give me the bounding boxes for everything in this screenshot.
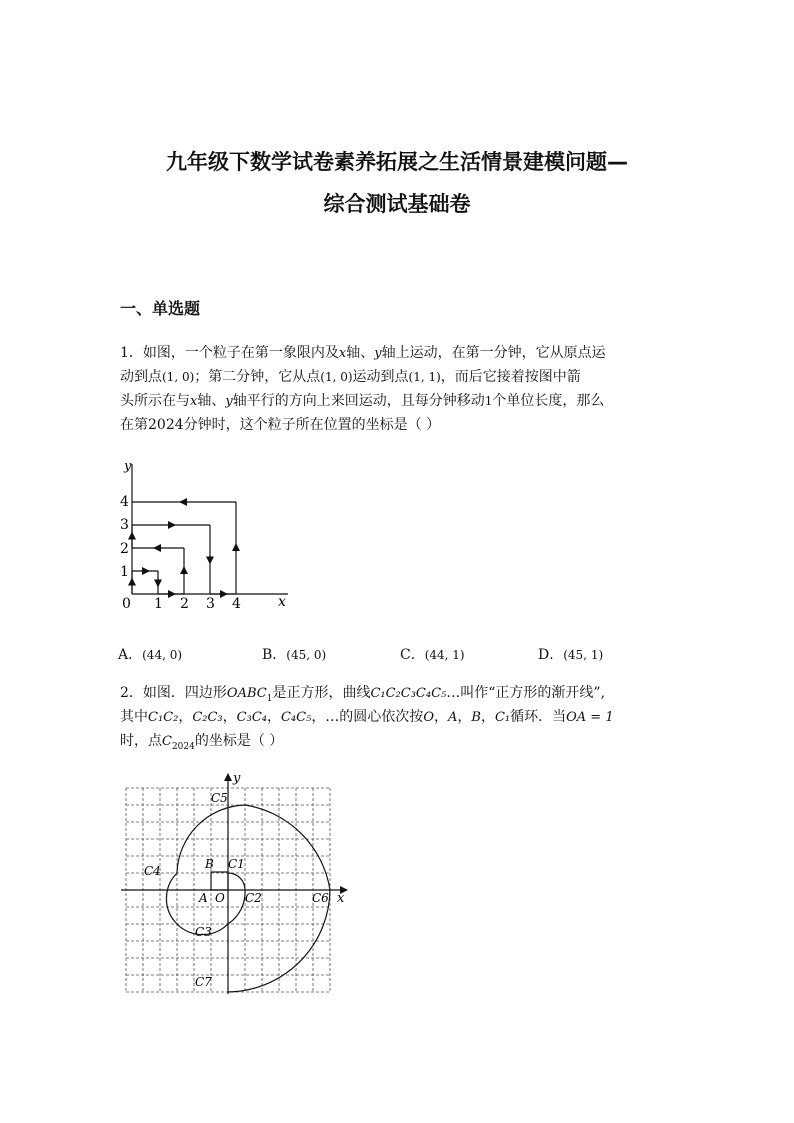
label-o: O [215,891,225,905]
fig2-ylabel: y [233,772,241,786]
involute-figure [115,772,355,1002]
q1-line1: 1．如图，一个粒子在第一象限内及x轴、y轴上运动，在第一分钟，它从原点运 [120,345,606,361]
section-heading: 一、单选题 [120,299,201,318]
fig1-ylabel: y [124,459,132,474]
label-c1: C1 [228,857,245,871]
fig1-ytick-1: 1 [120,564,129,580]
q1-option-a[interactable]: A．(44, 0) [118,647,183,663]
label-a: A [199,891,208,905]
label-c4: C4 [144,864,161,878]
fig2-xlabel: x [337,891,345,906]
q2-line2: 其中C₁C₂，C₂C₃，C₃C₄，C₄C₅，…的圆心依次按O，A，B，C₁循环．当OA = 1 [120,709,614,725]
label-c3: C3 [195,925,212,939]
q1-option-c[interactable]: C．(44, 1) [400,647,465,663]
q1-line2: 动到点(1, 0)；第二分钟，它从点(1, 0)运动到点(1, 1)，而后它接着按图中箭 [120,369,581,385]
fig1-xtick-4: 4 [232,596,241,612]
fig1-xtick-1: 1 [154,596,163,612]
fig1-xtick-3: 3 [206,596,215,612]
particle-path-figure [110,456,290,616]
label-c5: C5 [211,791,228,805]
label-b: B [205,857,214,871]
fig1-xtick-0: 0 [122,596,131,612]
fig1-ytick-3: 3 [120,517,129,533]
label-c2: C2 [245,891,262,905]
doc-title-line2: 综合测试基础卷 [323,192,471,216]
q1-line4: 在第2024分钟时，这个粒子所在位置的坐标是（ ） [120,417,441,433]
doc-title-line1: 九年级下数学试卷素养拓展之生活情景建模问题— [166,150,628,174]
q2-line3: 时，点$C_{2024}$的坐标是（ ） [120,733,284,752]
label-c6: C6 [312,891,329,905]
q1-option-b[interactable]: B．(45, 0) [262,647,327,663]
square-oabc1 [211,872,228,890]
fig1-ytick-4: 4 [120,494,129,510]
q1-line3: 头所示在与x轴、y轴平行的方向上来回运动，且每分钟移动1个单位长度，那么 [120,393,605,409]
fig1-xlabel: x [278,594,286,610]
q1-option-d[interactable]: D．(45, 1) [538,647,604,663]
label-c7: C7 [195,975,212,989]
fig1-ytick-2: 2 [120,541,129,557]
fig1-xtick-2: 2 [180,596,189,612]
q2-line1: 2．如图．四边形$OABC_1$是正方形，曲线C₁C₂C₃C₄C₅…叫作“正方形的渐开线”, [120,685,606,704]
